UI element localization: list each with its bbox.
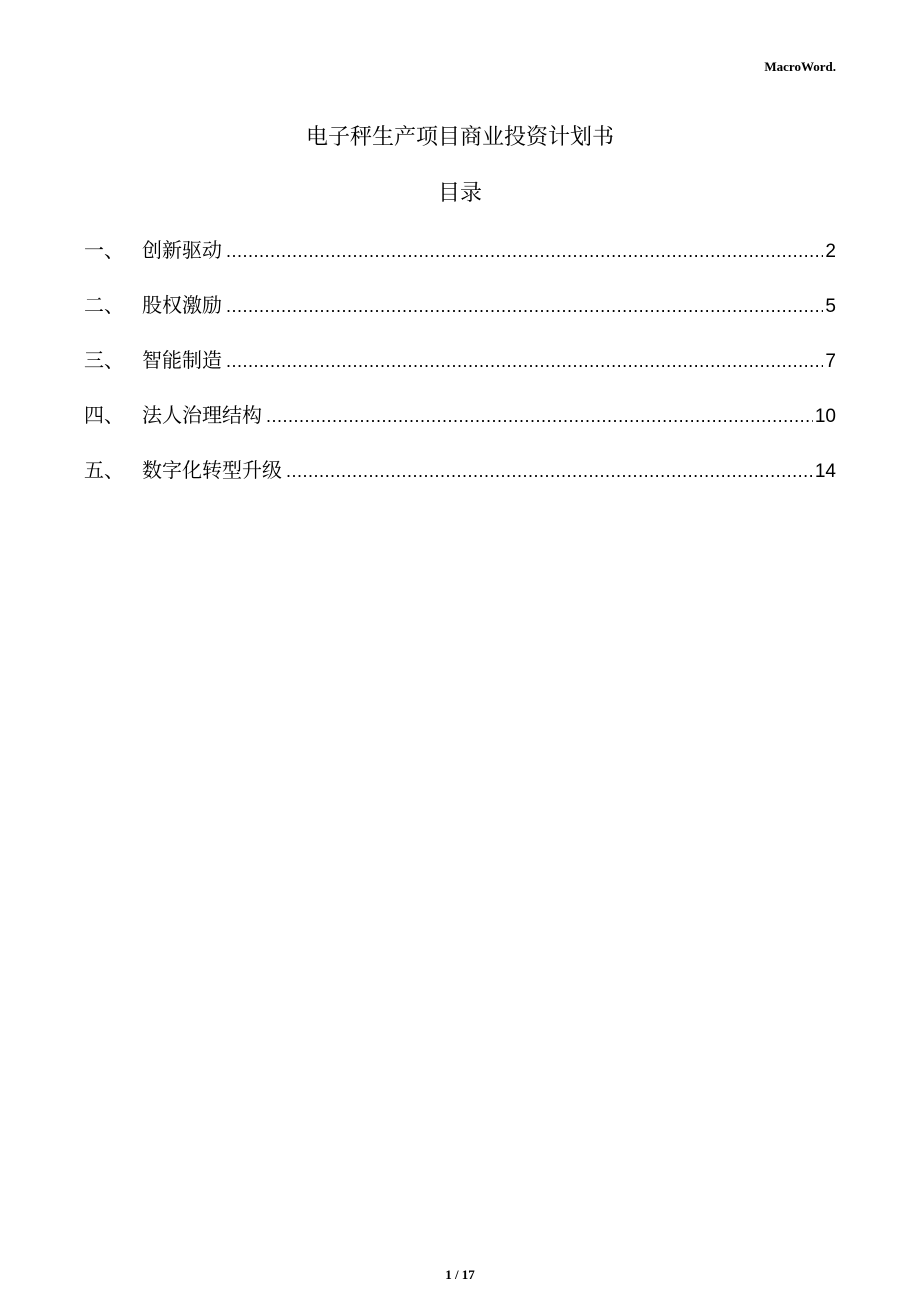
toc-dot-leader xyxy=(226,291,823,321)
toc-entry-number: 四、 xyxy=(84,403,124,427)
toc-entry-2[interactable] xyxy=(84,290,836,345)
toc-entry-number: 一、 xyxy=(84,238,124,262)
toc-heading: 目录 xyxy=(437,181,482,206)
toc-entry-page: 14 xyxy=(814,461,836,482)
toc-entry-3[interactable] xyxy=(84,345,836,400)
toc-entry-page: 5 xyxy=(825,296,836,317)
toc-entry-1[interactable] xyxy=(84,235,836,290)
toc-entry-page: 2 xyxy=(825,241,836,262)
toc-entry-title: 股权激励 xyxy=(142,293,222,317)
toc-entry-number: 三、 xyxy=(84,348,124,372)
toc-entry-title: 创新驱动 xyxy=(142,238,222,262)
toc-dot-leader xyxy=(286,456,813,486)
toc-entry-5[interactable] xyxy=(84,455,836,510)
toc-entry-title: 法人治理结构 xyxy=(142,403,262,427)
toc-entry-4[interactable] xyxy=(84,400,836,455)
toc-dot-leader xyxy=(266,401,813,431)
toc-dot-leader xyxy=(226,346,823,376)
document-title: 电子秤生产项目商业投资计划书 xyxy=(305,125,614,150)
toc-entry-page: 7 xyxy=(825,351,836,372)
toc-entry-title: 数字化转型升级 xyxy=(142,458,282,482)
table-of-contents xyxy=(84,235,836,510)
toc-entry-number: 五、 xyxy=(84,458,124,482)
toc-entry-title: 智能制造 xyxy=(142,348,222,372)
toc-entry-number: 二、 xyxy=(84,293,124,317)
toc-entry-page: 10 xyxy=(814,406,836,427)
page-number-footer: 1 / 17 xyxy=(445,1267,475,1282)
header-brand-mark: MacroWord. xyxy=(764,59,836,74)
toc-dot-leader xyxy=(226,236,823,266)
